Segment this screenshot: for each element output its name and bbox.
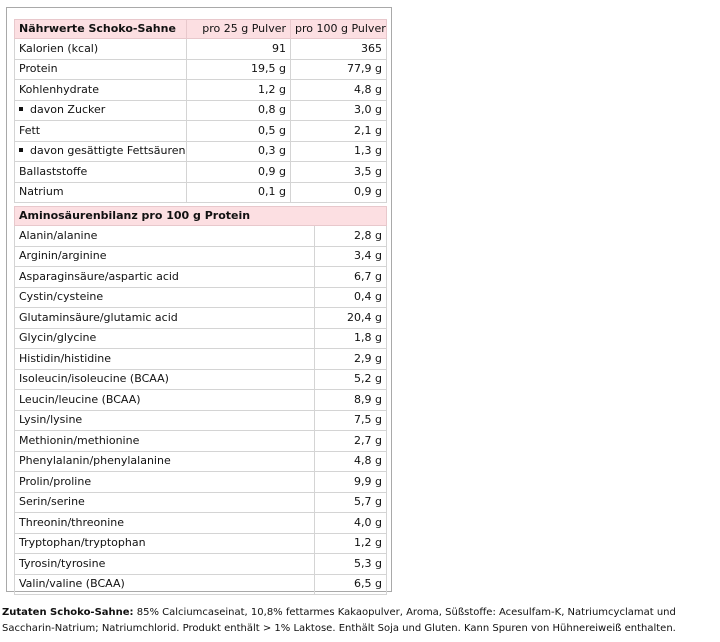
amino-acid-label: Phenylalanin/phenylalanine (15, 451, 315, 472)
amino-acid-value: 9,9 g (315, 472, 387, 493)
value-per-25g: 0,9 g (187, 162, 291, 183)
table-row (15, 121, 387, 142)
amino-acid-label: Tryptophan/tryptophan (15, 533, 315, 554)
value-per-100g: 365 (291, 39, 387, 60)
table-row (15, 141, 387, 162)
table-row (15, 39, 387, 60)
table-row (15, 410, 387, 431)
table-row (15, 182, 387, 203)
amino-acid-label: Glycin/glycine (15, 328, 315, 349)
value-per-25g: 0,5 g (187, 121, 291, 142)
amino-acid-label: Leucin/leucine (BCAA) (15, 390, 315, 411)
table-row (15, 267, 387, 288)
amino-acid-label: Asparaginsäure/aspartic acid (15, 267, 315, 288)
amino-acid-value: 2,9 g (315, 349, 387, 370)
amino-acid-label: Methionin/methionine (15, 431, 315, 452)
table-row (15, 574, 387, 595)
table-row (15, 554, 387, 575)
table-row (15, 308, 387, 329)
value-per-25g: 91 (187, 39, 291, 60)
amino-acid-value: 8,9 g (315, 390, 387, 411)
table-row (15, 80, 387, 101)
amino-acid-value: 6,7 g (315, 267, 387, 288)
amino-acid-value: 4,0 g (315, 513, 387, 534)
nutrient-label (15, 121, 187, 142)
per-25g-header: pro 25 g Pulver (187, 20, 291, 39)
amino-acid-value: 1,2 g (315, 533, 387, 554)
amino-acid-label: Cystin/cysteine (15, 287, 315, 308)
nutrient-label (15, 182, 187, 203)
nutrient-label-text: Ballaststoffe (19, 164, 88, 178)
table-row (15, 472, 387, 493)
value-per-25g: 1,2 g (187, 80, 291, 101)
amino-acid-value: 7,5 g (315, 410, 387, 431)
table-row (15, 328, 387, 349)
ingredients-text (2, 605, 716, 637)
amino-header-row (15, 207, 387, 226)
amino-acid-value: 4,8 g (315, 451, 387, 472)
table-row (15, 226, 387, 247)
amino-acid-value: 2,8 g (315, 226, 387, 247)
nutrition-table (14, 19, 387, 203)
table-row (15, 287, 387, 308)
nutrient-label (15, 59, 187, 80)
amino-acid-value: 3,4 g (315, 246, 387, 267)
amino-acid-table (14, 206, 387, 595)
amino-acid-value: 5,3 g (315, 554, 387, 575)
nutrient-label (15, 80, 187, 101)
bullet-icon (19, 107, 23, 111)
nutrient-label-text: Fett (19, 123, 41, 137)
amino-acid-label: Tyrosin/tyrosine (15, 554, 315, 575)
nutrition-header-row (15, 20, 387, 39)
nutrient-label (15, 162, 187, 183)
value-per-100g: 3,5 g (291, 162, 387, 183)
nutrient-label-text: Natrium (19, 185, 64, 199)
value-per-100g: 4,8 g (291, 80, 387, 101)
bullet-icon (19, 148, 23, 152)
ingredients-list: 85% Calciumcaseinat, 10,8% fettarmes Kakaopulver, Aroma, Süßstoffe: Acesulfam-K, Natriumcyclamat und Saccharin-Natrium; Natriumchlorid. Produkt enthält > 1% Laktose. Enthält Soja und Gluten. Kann Spuren von Hühnereiweiß enthalten. (2, 607, 676, 634)
table-row (15, 100, 387, 121)
amino-acid-value: 6,5 g (315, 574, 387, 595)
amino-acid-label: Lysin/lysine (15, 410, 315, 431)
value-per-25g: 0,8 g (187, 100, 291, 121)
per-100g-header: pro 100 g Pulver (291, 20, 387, 39)
table-row (15, 246, 387, 267)
amino-acid-label: Histidin/histidine (15, 349, 315, 370)
nutrient-label (15, 39, 187, 60)
amino-acid-label: Threonin/threonine (15, 513, 315, 534)
amino-acid-label: Prolin/proline (15, 472, 315, 493)
amino-acid-value: 5,7 g (315, 492, 387, 513)
amino-title: Aminosäurenbilanz pro 100 g Protein (15, 207, 387, 226)
amino-acid-value: 20,4 g (315, 308, 387, 329)
table-row (15, 162, 387, 183)
value-per-100g: 77,9 g (291, 59, 387, 80)
value-per-25g: 19,5 g (187, 59, 291, 80)
table-row (15, 492, 387, 513)
table-row (15, 390, 387, 411)
value-per-100g: 3,0 g (291, 100, 387, 121)
value-per-100g: 0,9 g (291, 182, 387, 203)
amino-acid-value: 5,2 g (315, 369, 387, 390)
table-row (15, 369, 387, 390)
ingredients-label: Zutaten Schoko-Sahne: (2, 607, 134, 618)
value-per-100g: 2,1 g (291, 121, 387, 142)
amino-acid-label: Isoleucin/isoleucine (BCAA) (15, 369, 315, 390)
table-row (15, 513, 387, 534)
table-row (15, 349, 387, 370)
nutrient-label (15, 141, 187, 162)
amino-acid-label: Arginin/arginine (15, 246, 315, 267)
value-per-25g: 0,1 g (187, 182, 291, 203)
amino-acid-label: Alanin/alanine (15, 226, 315, 247)
amino-acid-value: 1,8 g (315, 328, 387, 349)
table-row (15, 431, 387, 452)
nutrient-label (15, 100, 187, 121)
amino-acid-label: Serin/serine (15, 492, 315, 513)
table-row (15, 59, 387, 80)
amino-acid-value: 0,4 g (315, 287, 387, 308)
nutrient-label-text: davon Zucker (30, 103, 106, 117)
nutrient-label-text: Protein (19, 62, 58, 76)
nutrient-label-text: Kalorien (kcal) (19, 41, 99, 55)
nutrition-title: Nährwerte Schoko-Sahne (15, 20, 187, 39)
value-per-100g: 1,3 g (291, 141, 387, 162)
nutrition-panel (6, 7, 392, 592)
nutrient-label-text: Kohlenhydrate (19, 82, 99, 96)
amino-acid-label: Glutaminsäure/glutamic acid (15, 308, 315, 329)
amino-acid-label: Valin/valine (BCAA) (15, 574, 315, 595)
amino-acid-value: 2,7 g (315, 431, 387, 452)
table-row (15, 533, 387, 554)
nutrient-label-text: davon gesättigte Fettsäuren (30, 144, 186, 158)
table-row (15, 451, 387, 472)
value-per-25g: 0,3 g (187, 141, 291, 162)
